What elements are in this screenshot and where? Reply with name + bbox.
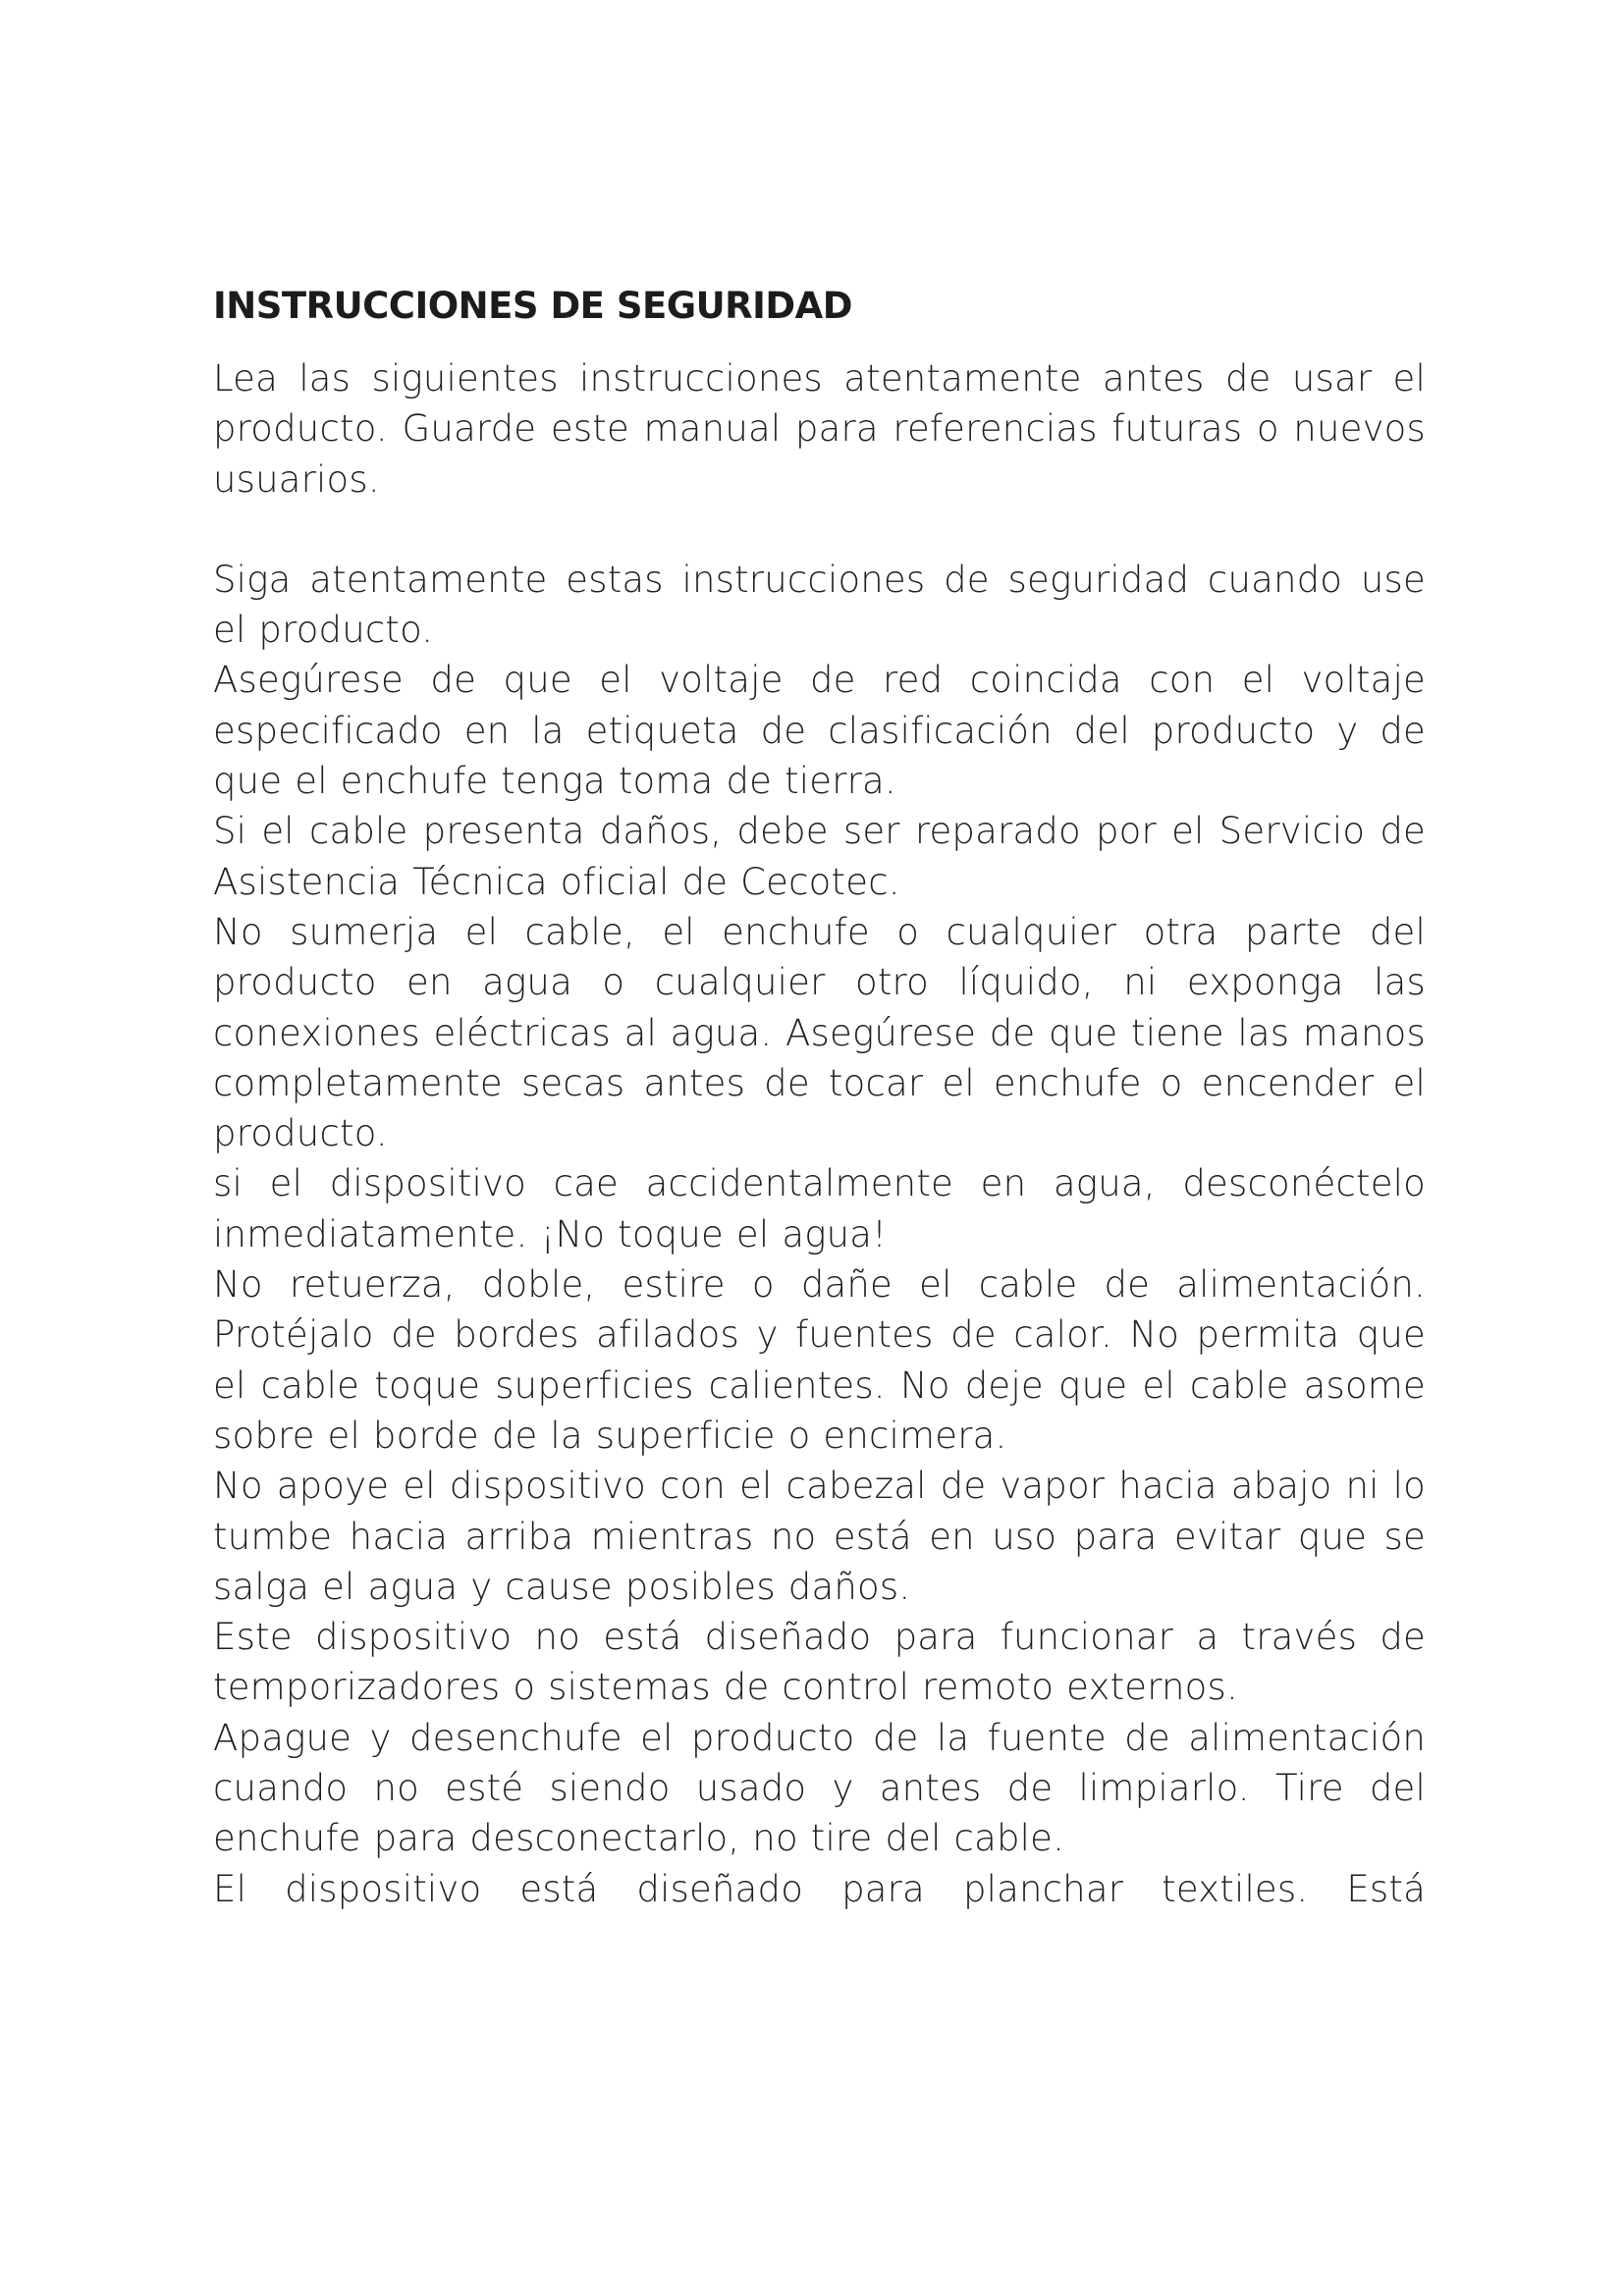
instruction-paragraph: Si el cable presenta daños, debe ser reparado por el Servicio de Asistencia Técnica oficial de Cecotec. xyxy=(213,810,1426,903)
instruction-paragraph: El dispositivo está diseñado para planchar textiles. Está xyxy=(213,1867,1426,1910)
intro-paragraph: Lea las siguientes instrucciones atentamente antes de usar el producto. Guarde este manual para referencias futuras o nuevos usuarios. xyxy=(213,357,1426,501)
instruction-paragraph: Apague y desenchufe el producto de la fuente de alimentación cuando no esté siendo usado y antes de limpiarlo. Tire del enchufe para desconectarlo, no tire del cable. xyxy=(213,1716,1426,1860)
instruction-paragraph: Siga atentamente estas instrucciones de seguridad cuando use el producto. xyxy=(213,558,1426,652)
page-title: INSTRUCCIONES DE SEGURIDAD xyxy=(213,285,852,327)
instruction-paragraph: Este dispositivo no está diseñado para funcionar a través de temporizadores o sistemas de control remoto externos. xyxy=(213,1616,1426,1709)
instruction-paragraph: No apoye el dispositivo con el cabezal de vapor hacia abajo ni lo tumbe hacia arriba mientras no está en uso para evitar que se salga el agua y cause posibles daños. xyxy=(213,1465,1426,1608)
document-content xyxy=(213,282,1426,1914)
instruction-paragraph: No sumerja el cable, el enchufe o cualquier otra parte del producto en agua o cualquier otro líquido, ni exponga las conexiones eléctricas al agua. Asegúrese de que tiene las manos completamente secas antes de tocar el enchufe o encender el producto. xyxy=(213,910,1426,1155)
instruction-paragraph: No retuerza, doble, estire o dañe el cable de alimentación. Protéjalo de bordes afilados y fuentes de calor. No permita que el cable toque superficies calientes. No deje que el cable asome sobre el borde de la superficie o encimera. xyxy=(213,1263,1426,1457)
instruction-paragraph: si el dispositivo cae accidentalmente en agua, desconéctelo inmediatamente. ¡No toque el agua! xyxy=(213,1162,1426,1255)
instruction-paragraph: Asegúrese de que el voltaje de red coincida con el voltaje especificado en la etiqueta de clasificación del producto y de que el enchufe tenga toma de tierra. xyxy=(213,659,1426,803)
